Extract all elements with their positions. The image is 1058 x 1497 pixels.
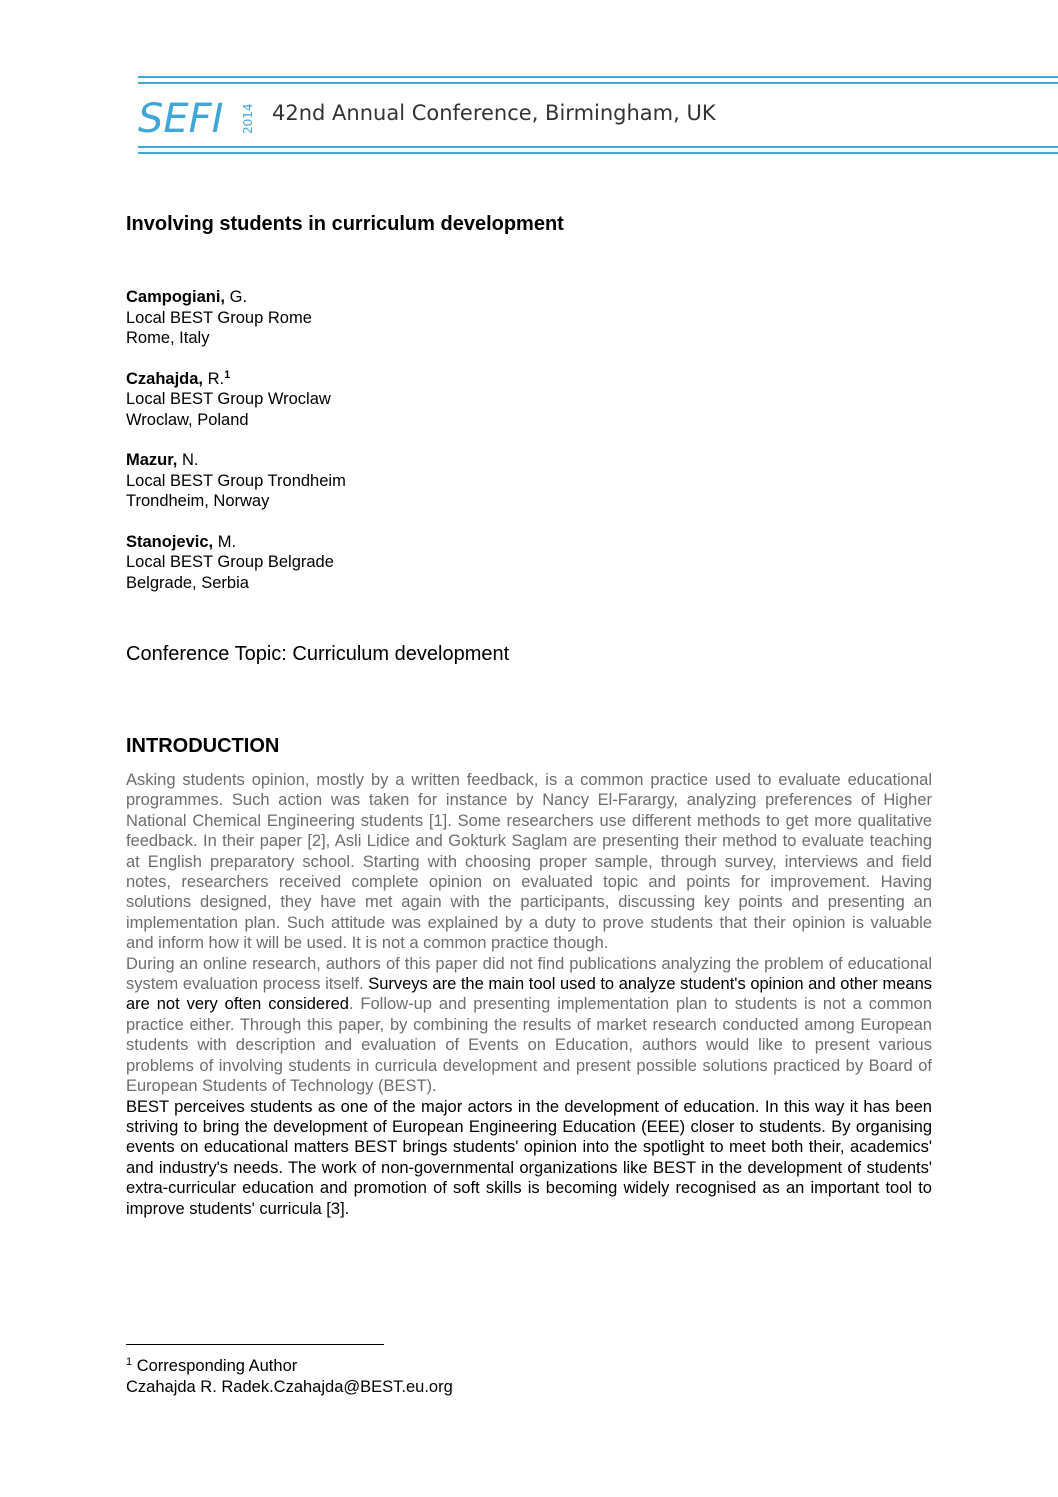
author-initial: R. bbox=[207, 369, 225, 388]
author-group: Local BEST Group Belgrade bbox=[126, 553, 334, 571]
paragraph bbox=[126, 954, 932, 1097]
header-rule-bottom-1 bbox=[138, 146, 1058, 148]
author-initial: G. bbox=[229, 288, 248, 306]
author-location: Wroclaw, Poland bbox=[126, 410, 249, 429]
section-heading-introduction: INTRODUCTION bbox=[126, 735, 280, 757]
author-block bbox=[126, 450, 626, 512]
highlighted-sentence: Surveys are the main tool used to analyze student's opinion and other means are not very often considered bbox=[126, 975, 932, 1014]
header-rule-bottom-2 bbox=[138, 152, 1058, 154]
author-surname: Campogiani, bbox=[126, 288, 226, 306]
introduction-body bbox=[126, 770, 932, 1219]
author-list bbox=[126, 287, 626, 613]
author-group: Local BEST Group Wroclaw bbox=[126, 390, 331, 408]
author-surname: Czahajda, bbox=[126, 369, 204, 388]
header-rule-top-2 bbox=[138, 82, 1058, 84]
svg-text:2014: 2014 bbox=[241, 103, 255, 134]
paragraph-text: . Follow-up and presenting implementation plan to students is not a common practice either. Through this paper, by combining the results of market research conducted among European students with description and evaluation of Events on Education, authors would like to present various problems of involving students in curricula development and present possible solutions practiced by Board of European Students of Technology (BEST). bbox=[126, 995, 932, 1096]
author-location: Belgrade, Serbia bbox=[126, 573, 249, 592]
author-block bbox=[126, 532, 626, 594]
author-initial: M. bbox=[217, 532, 237, 551]
author-initial: N. bbox=[181, 451, 199, 469]
svg-text:SEFI: SEFI bbox=[138, 96, 224, 138]
paper-title: Involving students in curriculum development bbox=[126, 213, 564, 235]
author-group: Local BEST Group Rome bbox=[126, 308, 312, 327]
footnote-rule bbox=[126, 1344, 384, 1345]
paragraph: BEST perceives students as one of the major actors in the development of education. In this way it has been striving to bring the development of European Engineering Education (EEE) closer to students. By organising events on educational matters BEST brings students' opinion into the spotlight to meet both their, academics' and industry's needs. The work of non-governmental organizations like BEST in the development of students' extra-curricular education and promotion of soft skills is becoming widely recognised as an important tool to improve students' curricula [3]. bbox=[126, 1097, 932, 1218]
footnote-label: Corresponding Author bbox=[136, 1357, 298, 1375]
paragraph-text: During an online research, authors of this paper did not find publications analyzing the problem of educational system evaluation process itself. bbox=[126, 954, 932, 994]
author-surname: Mazur, bbox=[126, 451, 178, 469]
footnote bbox=[126, 1356, 453, 1397]
author-location: Rome, Italy bbox=[126, 329, 210, 347]
author-group: Local BEST Group Trondheim bbox=[126, 471, 346, 490]
footnote-mark: 1 bbox=[224, 368, 231, 381]
conference-topic: Conference Topic: Curriculum development bbox=[126, 643, 510, 665]
author-block bbox=[126, 287, 626, 349]
footnote-mark: 1 bbox=[126, 1356, 133, 1368]
header-rule-top-1 bbox=[138, 76, 1058, 78]
author-block bbox=[126, 369, 626, 431]
author-location: Trondheim, Norway bbox=[126, 492, 270, 510]
conference-title: 42nd Annual Conference, Birmingham, UK bbox=[272, 101, 716, 125]
paragraph: Asking students opinion, mostly by a written feedback, is a common practice used to evaluate educational programmes. Such action was taken for instance by Nancy El-Farargy, analyzing preferences of Higher National Chemical Engineering students [1]. Some researchers use different methods to get more qualitative feedback. In their paper [2], Asli Lidice and Gokturk Saglam are presenting their method to evaluate teaching at English preparatory school. Starting with choosing proper sample, through survey, interviews and field notes, researchers received complete opinion on evaluated topic and points for improvement. Having solutions designed, they have met again with the participants, discussing key points and presenting an implementation plan. Such attitude was explained by a duty to prove students that their opinion is valuable and inform how it will be used. It is not a common practice though. bbox=[126, 771, 932, 953]
sefi-logo bbox=[138, 94, 258, 138]
author-surname: Stanojevic, bbox=[126, 532, 214, 551]
footnote-contact: Czahajda R. Radek.Czahajda@BEST.eu.org bbox=[126, 1377, 453, 1396]
